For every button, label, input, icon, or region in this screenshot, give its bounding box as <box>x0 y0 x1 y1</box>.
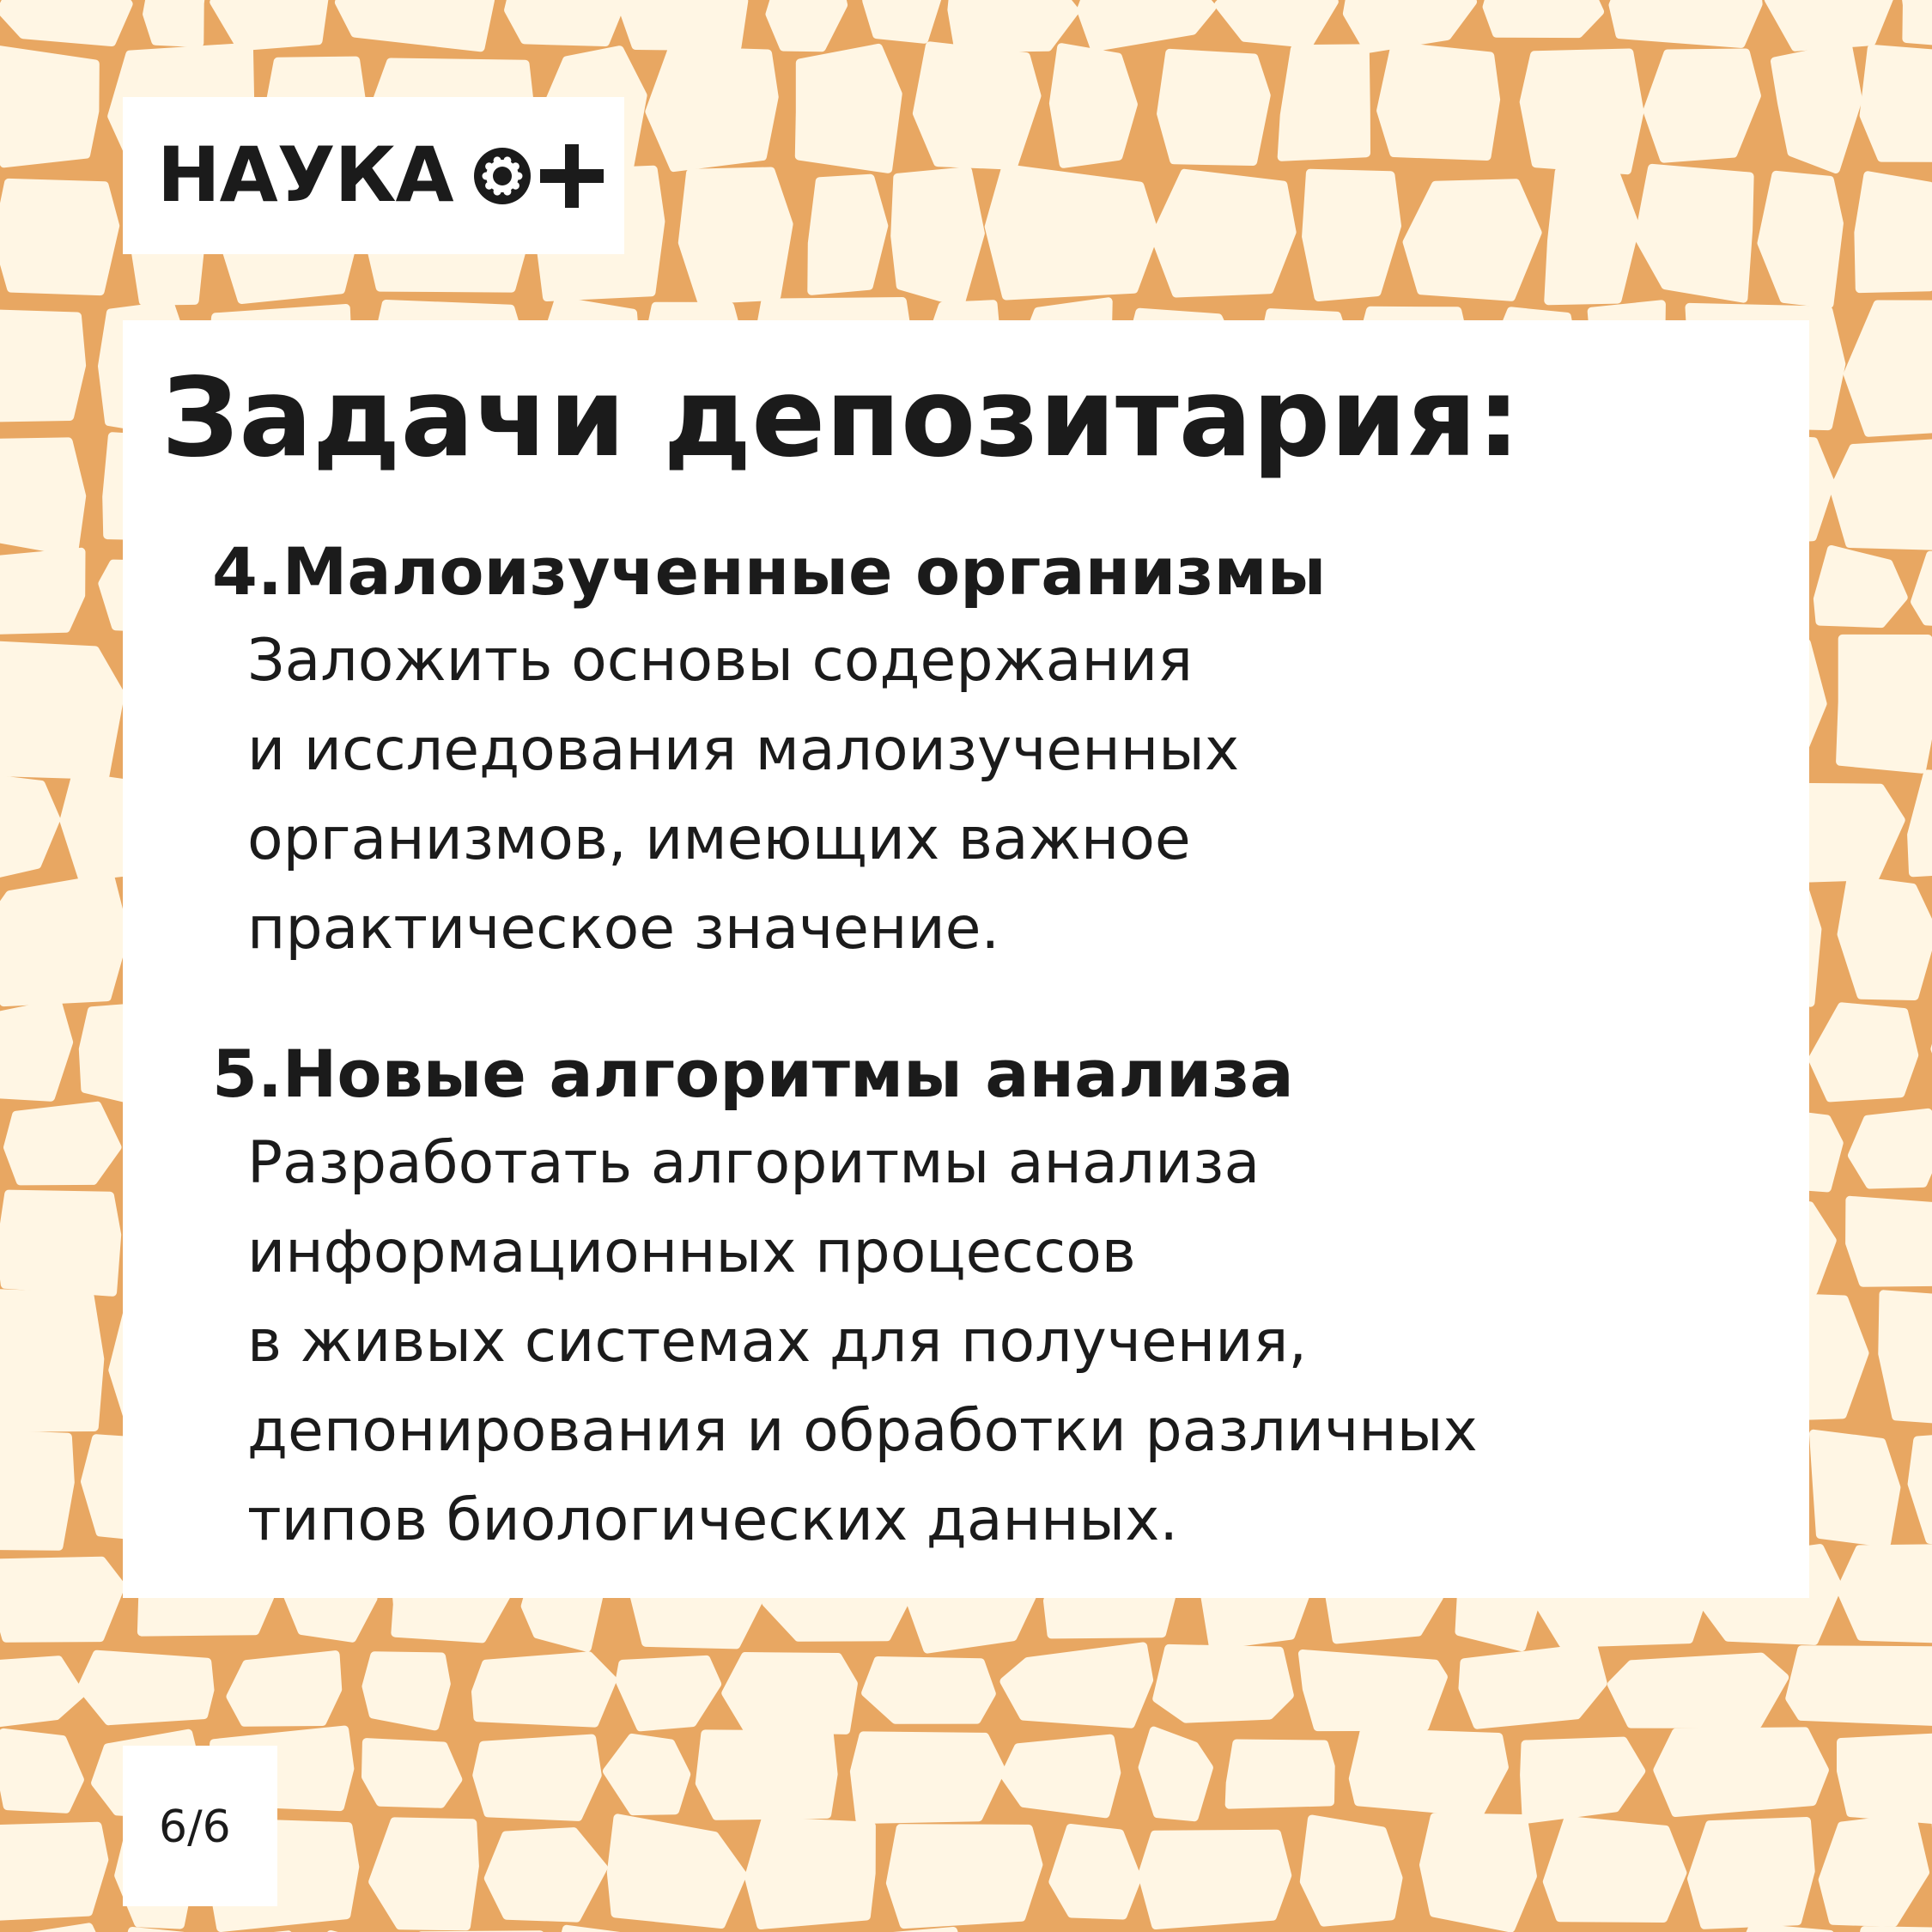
virus-plus-icon <box>468 138 605 214</box>
content-card <box>123 320 1809 1598</box>
virus-icon <box>474 148 531 204</box>
task-description-line: Заложить основы содержания <box>247 627 1194 695</box>
task-description-line: практическое значение. <box>247 895 1000 963</box>
task-description-line: Разработать алгоритмы анализа <box>247 1129 1261 1197</box>
task-description-line: информационных процессов <box>247 1218 1136 1286</box>
task-heading: 5.Новые алгоритмы анализа <box>212 1036 1294 1112</box>
page-title: Задачи депозитария: <box>161 354 1521 481</box>
task-description-line: типов биологических данных. <box>247 1486 1178 1554</box>
logo <box>123 97 624 254</box>
task-description <box>247 617 1326 974</box>
task-description-line: в живых системах для получения, <box>247 1308 1307 1376</box>
task-item-5 <box>212 1029 1478 1565</box>
page-indicator <box>123 1746 277 1906</box>
plus-icon <box>540 144 604 208</box>
task-description-line: организмов, имеющих важное <box>247 805 1191 873</box>
task-description-line: и исследования малоизученных <box>247 716 1240 784</box>
logo-text: НАУКА <box>157 131 453 219</box>
task-heading: 4.Малоизученные организмы <box>212 533 1327 610</box>
task-item-4 <box>212 526 1326 974</box>
page-number: 6/6 <box>159 1801 231 1853</box>
task-description <box>247 1119 1478 1565</box>
task-description-line: депонирования и обработки различных <box>247 1397 1478 1465</box>
